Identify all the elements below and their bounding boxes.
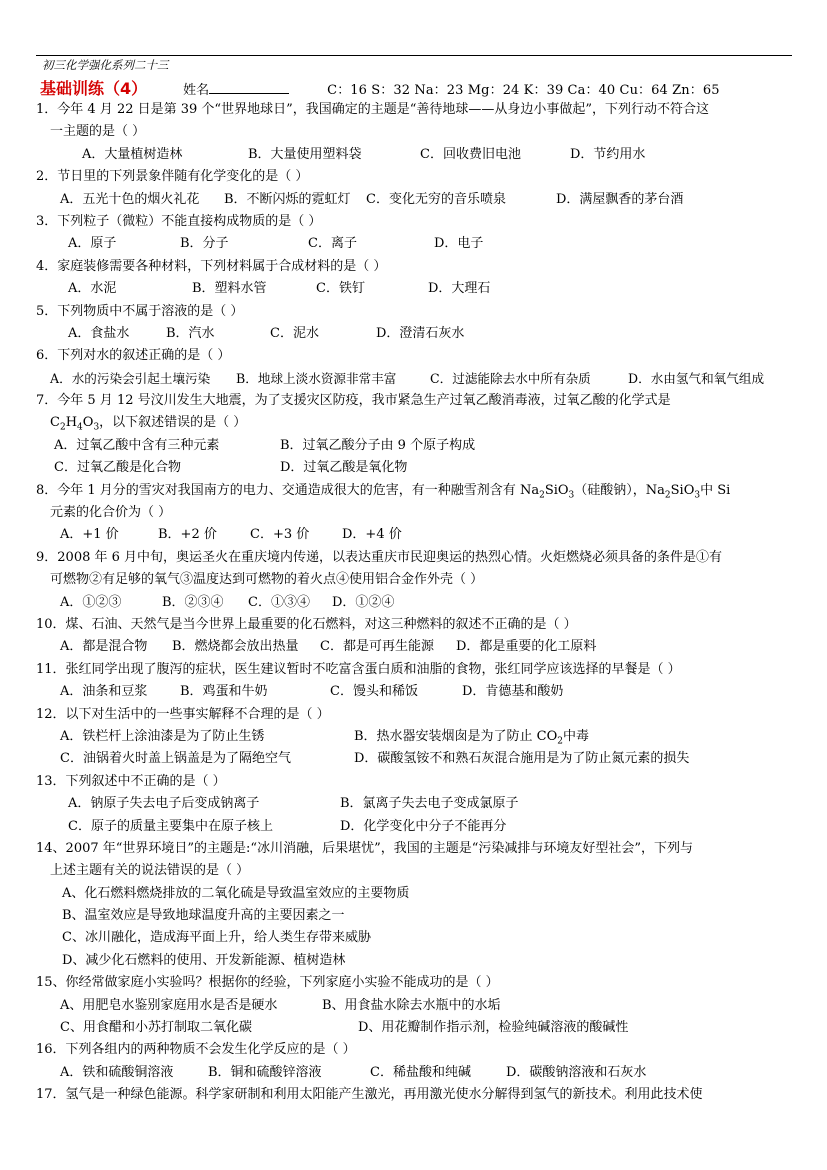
option-d[interactable]: D．+4 价 <box>342 527 402 543</box>
option-b[interactable]: B．+2 价 <box>158 527 217 543</box>
q8-options <box>36 524 796 546</box>
question-6: 6．下列对水的叙述正确的是（ ） <box>36 348 231 364</box>
option-d[interactable]: D．肯德基和酸奶 <box>462 684 564 700</box>
option-b[interactable]: B．不断闪烁的霓虹灯 <box>224 191 351 207</box>
option-a[interactable]: A．大量植树造林 <box>82 146 183 162</box>
option-a[interactable]: A．水的污染会引起土壤污染 <box>50 370 211 386</box>
option-d[interactable]: D．①②④ <box>332 594 395 610</box>
option-c[interactable]: C．过氧乙酸是化合物 <box>54 460 181 476</box>
question-11: 11．张红同学出现了腹泻的症状，医生建议暂时不吃富含蛋白质和油脂的食物，张红同学应该选择的早餐是（ ） <box>36 661 681 677</box>
q12-options-2 <box>36 748 796 770</box>
question-7: 7．今年 5 月 12 号汶川发生大地震，为了支援灾区防疫，我市紧急生产过氧乙酸消毒液，过氧乙酸的化学式是 <box>36 393 671 409</box>
option-d[interactable]: D、用花瓣制作指示剂，检验纯碱溶液的酸碱性 <box>358 1020 629 1036</box>
option-b[interactable]: B、温室效应是导致地球温度升高的主要因素之一 <box>62 908 345 924</box>
q12-options-1 <box>36 726 796 748</box>
option-b[interactable]: B．②③④ <box>162 594 224 610</box>
q7-options-2 <box>36 457 796 479</box>
q3-options <box>36 233 796 255</box>
atomic-masses: C：16 S：32 Na：23 Mg：24 K：39 Ca：40 Cu：64 Zn：65 <box>327 83 720 98</box>
option-d[interactable]: D．满屋飘香的茅台酒 <box>556 191 684 207</box>
option-b[interactable]: B．热水器安装烟囱是为了防止 $CO_2$中毒 <box>354 728 590 747</box>
option-a[interactable]: A、化石燃料燃烧排放的二氧化硫是导致温室效应的主要物质 <box>62 885 410 901</box>
option-d[interactable]: D．节约用水 <box>570 146 646 162</box>
q4-options <box>36 278 796 300</box>
question-10: 10．煤、石油、天然气是当今世界上最重要的化石燃料，对这三种燃料的叙述不正确的是（ ） <box>36 616 577 632</box>
option-a[interactable]: A．五光十色的烟火礼花 <box>60 191 200 207</box>
option-a[interactable]: A．原子 <box>68 236 117 252</box>
option-d[interactable]: D．过氧乙酸是氧化物 <box>280 460 408 476</box>
q5-options <box>36 323 796 345</box>
option-b[interactable]: B．分子 <box>180 236 229 252</box>
title-line <box>40 76 800 99</box>
option-b[interactable]: B．过氧乙酸分子由 9 个原子构成 <box>280 437 476 453</box>
option-b[interactable]: B．铜和硫酸锌溶液 <box>208 1064 322 1080</box>
question-2: 2．节日里的下列景象伴随有化学变化的是（ ） <box>36 169 309 185</box>
option-c[interactable]: C．稀盐酸和纯碱 <box>370 1064 471 1080</box>
name-blank-field[interactable] <box>209 81 289 94</box>
option-d[interactable]: D．碳酸钠溶液和石灰水 <box>506 1064 647 1080</box>
option-d[interactable]: D．电子 <box>434 236 484 252</box>
question-4: 4．家庭装修需要各种材料，下列材料属于合成材料的是（ ） <box>36 258 387 274</box>
option-c[interactable]: C．馒头和稀饭 <box>330 684 418 700</box>
worksheet-title: 基础训练（4） <box>40 79 148 98</box>
option-c[interactable]: C．都是可再生能源 <box>320 639 434 655</box>
option-d[interactable]: D．水由氢气和氧气组成 <box>628 370 765 386</box>
option-a[interactable]: A．铁和硫酸铜溶液 <box>60 1064 174 1080</box>
question-3: 3．下列粒子（微粒）不能直接构成物质的是（ ） <box>36 213 322 229</box>
option-a[interactable]: A．铁栏杆上涂油漆是为了防止生锈 <box>60 728 265 744</box>
q16-options <box>36 1062 796 1084</box>
option-c[interactable]: C．过滤能除去水中所有杂质 <box>430 370 591 386</box>
header-rule <box>36 55 792 56</box>
name-label: 姓名 <box>183 83 210 98</box>
q10-options <box>36 636 796 658</box>
option-b[interactable]: B．大量使用塑料袋 <box>248 146 362 162</box>
option-a[interactable]: A．都是混合物 <box>60 639 148 655</box>
option-b[interactable]: B．汽水 <box>166 325 215 341</box>
option-a[interactable]: A．食盐水 <box>68 325 130 341</box>
question-16: 16．下列各组内的两种物质不会发生化学反应的是（ ） <box>36 1042 356 1058</box>
option-c[interactable]: C．回收费旧电池 <box>420 146 521 162</box>
option-c[interactable]: C、冰川融化，造成海平面上升，给人类生存带来威胁 <box>62 930 371 946</box>
option-b[interactable]: B．燃烧都会放出热量 <box>172 639 299 655</box>
question-9: 9．2008 年 6 月中旬，奥运圣火在重庆境内传递，以表达重庆市民迎奥运的热烈心情。火炬燃烧必须具备的条件是①有 <box>36 549 723 565</box>
question-8: 8．今年 1 月分的雪灾对我国南方的电力、交通造成很大的危害，有一种融雪剂含有 $Na_2SiO_3$（硅酸钠），$Na_2SiO_3$中 Si <box>36 482 731 501</box>
option-a[interactable]: A．①②③ <box>60 594 122 610</box>
questions: 1．今年 4 月 22 日是第 39 个“世界地球日”，我国确定的主题是“善待地球——从身边小事做起”，下列行动不符合这 一主题的是（ ） A．大量植树造林 B．大量使用塑料袋 C．回收费旧电池 D．节约用水 2．节日里的下列景象伴随有化学变化的是（ ） A．五光十色的烟火礼花 B．不断闪烁的霓虹灯 C．变化无穷的音乐喷泉 D．满屋飘香的茅台酒 3．下列粒子（微粒）不能直接构成物质的是（ ） A．原子 B．分子 C．离子 D．电子 4．家庭装修需要各种材料，下列材料属于合成材料的是（ ） A．水泥 B．塑料水管 C．铁钉 D．大理石 5．下列物质中不属于溶液的是（ ） A．食盐水 B．汽水 C．泥水 D．澄清石灰水 6．下列对水的叙述正确的是（ ） A．水的污染会引起土壤污染 B．地球上淡水资源非常丰富 C．过滤能除去水中所有杂质 D．水由氢气和氧气组成 7．今年 5 月 12 号汶川发生大地震，为了支援灾区防疫，我市紧急生产过氧乙酸消毒液，过氧乙酸的化学式是 $C_2H_4O_3$，以下叙述错误的是（ ） A．过氧乙酸中含有三种元素 B．过氧乙酸分子由 9 个原子构成 C．过氧乙酸是化合物 D．过氧乙酸是氧化物 8．今年 1 月分的雪灾对我国南方的电力、交通造成很大的危害，有一种融雪剂含有 $Na_2SiO_3$（硅酸钠），$Na_2SiO_3$中 Si 元素的化合价为（ ） A．+1 价 B．+2 价 C．+3 价 D．+4 价 9．2008 年 6 月中旬，奥运圣火在重庆境内传递，以表达重庆市民迎奥运的热烈心情。火炬燃烧必须具备的条件是①有 可燃物②有足够的氧气③温度达到可燃物的着火点④使用铝合金作外壳（ ） A．①②③ B．②③④ C．①③④ D．①②④ 10．煤、石油、天然气是当今世界上最重要的化石燃料，对这三种燃料的叙述不正确的是（ ） A．都是混合物 B．燃烧都会放出热量 C．都是可再生能源 D．都是重要的化工原料 11．张红同学出现了腹泻的症状，医生建议暂时不吃富含蛋白质和油脂的食物，张红同学应该选择的早餐是（ ） A．油条和豆浆 B．鸡蛋和牛奶 C．馒头和稀饭 D．肯德基和酸奶 12．以下对生活中的一些事实解释不合理的是（ ） A．铁栏杆上涂油漆是为了防止生锈 B．热水器安装烟囱是为了防止 $CO_2$中毒 C．油锅着火时盖上锅盖是为了隔绝空气 D．碳酸氢铵不和熟石灰混合施用是为了防止氮元素的损失 13．下列叙述中不正确的是（ ） A．钠原子失去电子后变成钠离子 B．氯离子失去电子变成氯原子 C．原子的质量主要集中在原子核上 D．化学变化中分子不能再分 14、2007 年“世界环境日”的主题是:“冰川消融，后果堪忧”，我国的主题是“污染减排与环境友好型社会”，下列与 上述主题有关的说法错误的是（ ） A、化石燃料燃烧排放的二氧化硫是导致温室效应的主要物质 B、温室效应是导致地球温度升高的主要因素之一 C、冰川融化，造成海平面上升，给人类生存带来威胁 D、减少化石燃料的使用、开发新能源、植树造林 15、你经常做家庭小实验吗？根据你的经验，下列家庭小实验不能成功的是（ ） A、用肥皂水鉴别家庭用水是否是硬水 B、用食盐水除去水瓶中的水垢 C、用食醋和小苏打制取二氧化碳 D、用花瓣制作指示剂，检验纯碱溶液的酸碱性 16．下列各组内的两种物质不会发生化学反应的是（ ） A．铁和硫酸铜溶液 B．铜和硫酸锌溶液 C．稀盐酸和纯碱 D．碳酸钠溶液和石灰水 17．氢气是一种绿色能源。科学家研制和利用太阳能产生激光，再用激光使水分解得到氢气的新技术。利用此技术使 <box>36 99 796 1107</box>
q13-options-1 <box>36 793 796 815</box>
option-a[interactable]: A、用肥皂水鉴别家庭用水是否是硬水 <box>60 997 278 1013</box>
option-b[interactable]: B．鸡蛋和牛奶 <box>180 684 268 700</box>
option-b[interactable]: B、用食盐水除去水瓶中的水垢 <box>322 997 501 1013</box>
q2-options <box>36 189 796 211</box>
option-d[interactable]: D、减少化石燃料的使用、开发新能源、植树造林 <box>62 952 346 968</box>
question-12: 12．以下对生活中的一些事实解释不合理的是（ ） <box>36 706 330 722</box>
q15-options-1 <box>36 995 796 1017</box>
option-a[interactable]: A．+1 价 <box>60 527 119 543</box>
option-c[interactable]: C．泥水 <box>270 325 319 341</box>
q15-options-2 <box>36 1017 796 1039</box>
option-c[interactable]: C．原子的质量主要集中在原子核上 <box>68 818 273 834</box>
option-b[interactable]: B．地球上淡水资源非常丰富 <box>236 370 397 386</box>
option-a[interactable]: A．油条和豆浆 <box>60 684 148 700</box>
option-d[interactable]: D．碳酸氢铵不和熟石灰混合施用是为了防止氮元素的损失 <box>354 751 690 767</box>
option-a[interactable]: A．过氧乙酸中含有三种元素 <box>54 437 220 453</box>
question-17: 17．氢气是一种绿色能源。科学家研制和利用太阳能产生激光，再用激光使水分解得到氢气的新技术。利用此技术使 <box>36 1087 703 1103</box>
option-a[interactable]: A．水泥 <box>68 281 117 297</box>
question-14: 14、2007 年“世界环境日”的主题是:“冰川消融，后果堪忧”，我国的主题是“污染减排与环境友好型社会”，下列与 <box>36 840 694 856</box>
q9-options <box>36 592 796 614</box>
option-d[interactable]: D．化学变化中分子不能再分 <box>340 818 507 834</box>
option-c[interactable]: C．①③④ <box>248 594 310 610</box>
q6-options <box>36 368 796 390</box>
q7-options-1 <box>36 435 796 457</box>
q1-options <box>36 144 796 166</box>
question-13: 13．下列叙述中不正确的是（ ） <box>36 773 226 789</box>
option-d[interactable]: D．大理石 <box>428 281 491 297</box>
question-1: 1．今年 4 月 22 日是第 39 个“世界地球日”，我国确定的主题是“善待地球——从身边小事做起”，下列行动不符合这 <box>36 102 710 117</box>
option-c[interactable]: C、用食醋和小苏打制取二氧化碳 <box>60 1020 252 1036</box>
option-b[interactable]: B．塑料水管 <box>192 281 267 297</box>
q13-options-2 <box>36 816 796 838</box>
option-a[interactable]: A．钠原子失去电子后变成钠离子 <box>68 796 260 812</box>
question-5: 5．下列物质中不属于溶液的是（ ） <box>36 303 244 319</box>
option-c[interactable]: C．油锅着火时盖上锅盖是为了隔绝空气 <box>60 751 291 767</box>
q11-options <box>36 681 796 703</box>
option-b[interactable]: B．氯离子失去电子变成氯原子 <box>340 796 519 812</box>
series-title: 初三化学强化系列二十三 <box>42 58 169 72</box>
option-c[interactable]: C．离子 <box>308 236 357 252</box>
option-c[interactable]: C．铁钉 <box>316 281 365 297</box>
option-d[interactable]: D．澄清石灰水 <box>376 325 465 341</box>
option-c[interactable]: C．变化无穷的音乐喷泉 <box>366 191 506 207</box>
question-15: 15、你经常做家庭小实验吗？根据你的经验，下列家庭小实验不能成功的是（ ） <box>36 975 499 991</box>
option-c[interactable]: C．+3 价 <box>250 527 310 543</box>
option-d[interactable]: D．都是重要的化工原料 <box>456 639 597 655</box>
